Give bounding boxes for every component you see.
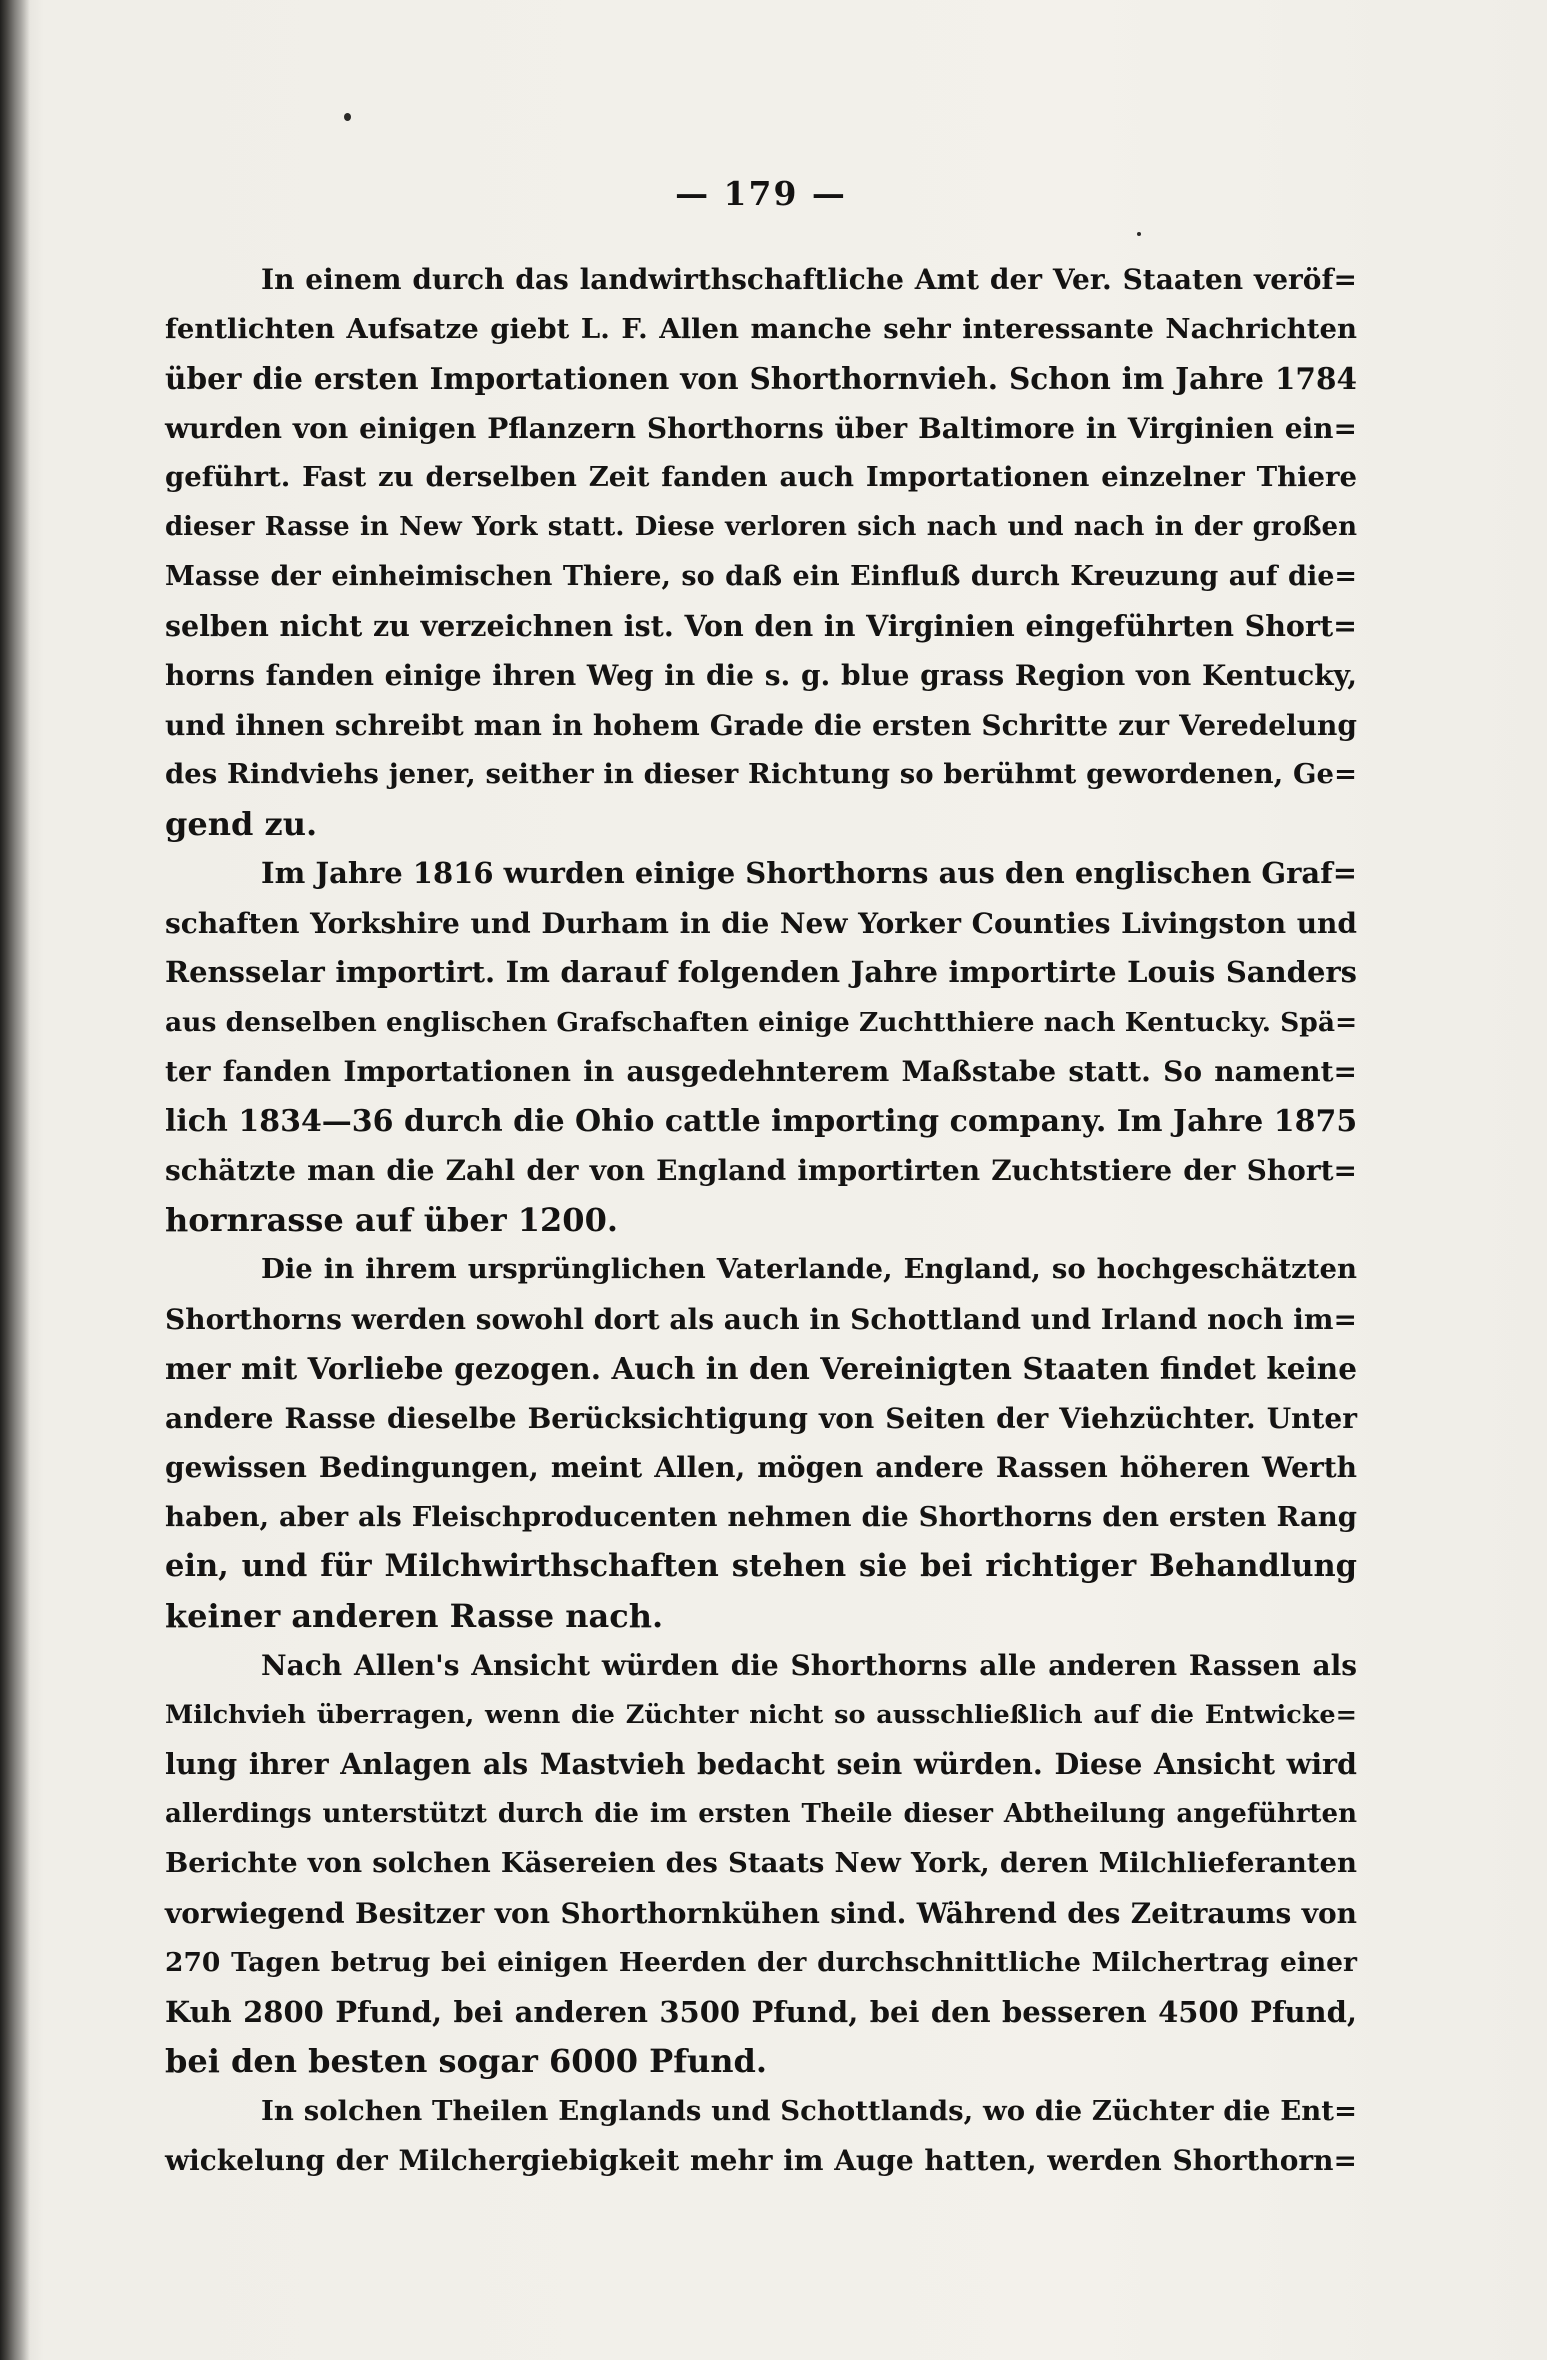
- text-line: Die in ihrem ursprünglichen Vaterlande, England, so hochgeschätzten: [261, 1253, 1357, 1285]
- text-line: Masse der einheimischen Thiere, so daß ein Einfluß durch Kreuzung auf die=: [165, 561, 1357, 592]
- page-number: — 179 —: [675, 174, 847, 213]
- text-line: ter fanden Importationen in ausgedehnterem Maßstabe statt. So nament=: [165, 1055, 1357, 1088]
- text-line: 270 Tagen betrug bei einigen Heerden der durchschnittliche Milchertrag einer: [165, 1947, 1357, 1978]
- text-line: des Rindviehs jener, seither in dieser Richtung so berühmt gewordenen, Ge=: [165, 758, 1357, 790]
- text-line: ein, und für Milchwirthschaften stehen sie bei richtiger Behandlung: [165, 1548, 1357, 1584]
- text-line: lung ihrer Anlagen als Mastvieh bedacht sein würden. Diese Ansicht wird: [165, 1747, 1357, 1781]
- text-line: Milchvieh überragen, wenn die Züchter nicht so ausschließlich auf die Entwicke=: [165, 1699, 1357, 1730]
- text-line: Im Jahre 1816 wurden einige Shorthorns aus den englischen Graf=: [261, 856, 1357, 890]
- book-binding-shadow: [0, 0, 30, 2360]
- text-line: selben nicht zu verzeichnen ist. Von den in Virginien eingeführten Short=: [165, 608, 1357, 643]
- text-line: und ihnen schreibt man in hohem Grade die ersten Schritte zur Veredelung: [165, 708, 1357, 742]
- text-line: Berichte von solchen Käsereien des Staats New York, deren Milchlieferanten: [165, 1847, 1357, 1879]
- text-line: wurden von einigen Pflanzern Shorthorns über Baltimore in Virginien ein=: [165, 411, 1357, 445]
- text-line: gend zu.: [165, 804, 318, 843]
- text-line: gewissen Bedingungen, meint Allen, mögen andere Rassen höheren Werth: [165, 1451, 1357, 1484]
- text-line: horns fanden einige ihren Weg in die s. g. blue grass Region von Kentucky,: [165, 659, 1357, 692]
- text-line: andere Rasse dieselbe Berücksichtigung von Seiten der Viehzüchter. Unter: [165, 1401, 1357, 1435]
- text-line: haben, aber als Fleischproducenten nehmen die Shorthorns den ersten Rang: [165, 1500, 1357, 1533]
- text-line: aus denselben englischen Grafschaften einige Zuchtthiere nach Kentucky. Spä=: [165, 1006, 1358, 1038]
- text-line: allerdings unterstützt durch die im ersten Theile dieser Abtheilung angeführten: [165, 1798, 1357, 1829]
- text-line: fentlichten Aufsatze giebt L. F. Allen manche sehr interessante Nachrichten: [165, 312, 1357, 345]
- text-line: In solchen Theilen Englands und Schottlands, wo die Züchter die Ent=: [261, 2094, 1357, 2127]
- ink-speck: [1137, 232, 1141, 236]
- text-line: geführt. Fast zu derselben Zeit fanden auch Importationen einzelner Thiere: [165, 461, 1357, 493]
- text-line: hornrasse auf über 1200.: [165, 1200, 618, 1239]
- ink-speck: [344, 113, 351, 121]
- text-line: Nach Allen's Ansicht würden die Shorthorns alle anderen Rassen als: [261, 1649, 1357, 1682]
- text-line: schätzte man die Zahl der von England importirten Zuchtstiere der Short=: [165, 1154, 1357, 1187]
- text-line: dieser Rasse in New York statt. Diese verloren sich nach und nach in der großen: [165, 511, 1357, 542]
- text-line: Shorthorns werden sowohl dort als auch in Schottland und Irland noch im=: [165, 1302, 1357, 1336]
- text-line: vorwiegend Besitzer von Shorthornkühen sind. Während des Zeitraums von: [165, 1896, 1357, 1930]
- text-line: über die ersten Importationen von Shorthornvieh. Schon im Jahre 1784: [165, 361, 1357, 396]
- body-text: [165, 255, 1357, 2186]
- text-line: In einem durch das landwirthschaftliche Amt der Ver. Staaten veröf=: [261, 263, 1357, 296]
- text-line: Rensselar importirt. Im darauf folgenden Jahre importirte Louis Sanders: [165, 955, 1357, 989]
- text-line: schaften Yorkshire und Durham in die New Yorker Counties Livingston und: [165, 906, 1357, 940]
- text-line: wickelung der Milchergiebigkeit mehr im Auge hatten, werden Shorthorn=: [165, 2144, 1357, 2177]
- text-line: mer mit Vorliebe gezogen. Auch in den Vereinigten Staaten findet keine: [165, 1351, 1357, 1386]
- text-line: Kuh 2800 Pfund, bei anderen 3500 Pfund, bei den besseren 4500 Pfund,: [165, 1994, 1357, 2029]
- text-line: bei den besten sogar 6000 Pfund.: [165, 2042, 768, 2080]
- text-line: keiner anderen Rasse nach.: [165, 1596, 664, 1635]
- text-line: lich 1834—36 durch die Ohio cattle importing company. Im Jahre 1875: [165, 1103, 1358, 1139]
